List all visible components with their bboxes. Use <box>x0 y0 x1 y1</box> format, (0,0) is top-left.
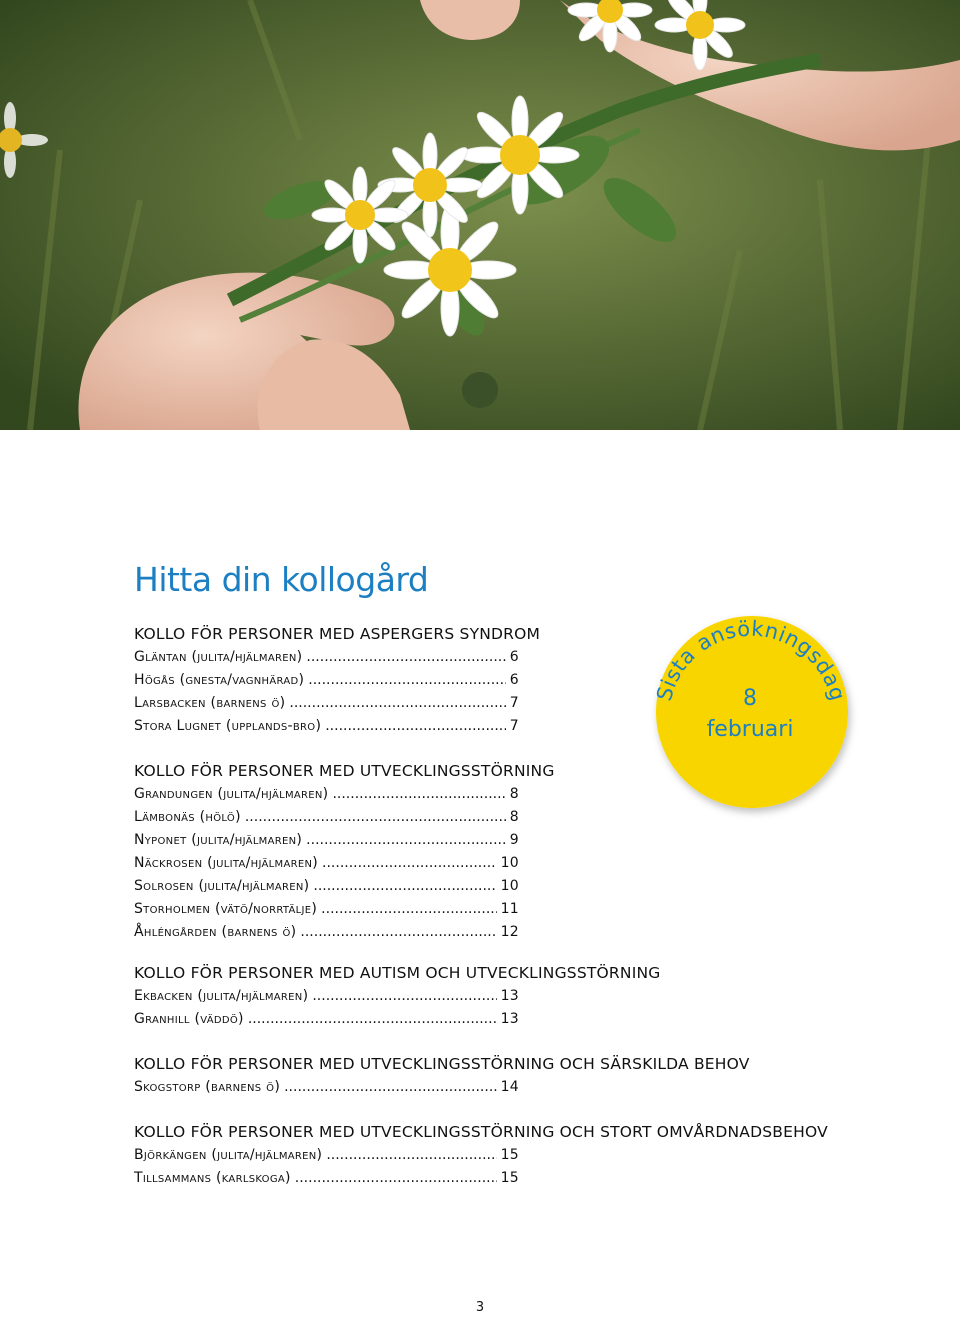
deadline-month: februari <box>706 717 794 742</box>
entry-name: Grandungen (julita/hjälmaren) <box>134 786 329 802</box>
deadline-arc-text: Sista ansökningsdag <box>651 616 851 704</box>
toc-entry[interactable] <box>134 1076 519 1099</box>
entry-name: Larsbacken (barnens ö) <box>134 695 286 711</box>
dot-leader <box>321 898 496 921</box>
toc-entry[interactable] <box>134 898 519 921</box>
toc-entry[interactable] <box>134 1144 519 1167</box>
toc-section <box>134 622 540 738</box>
entry-page: 7 <box>509 718 519 734</box>
entry-name: Gläntan (julita/hjälmaren) <box>134 649 303 665</box>
toc-section <box>134 961 660 1031</box>
toc-entry[interactable] <box>134 806 519 829</box>
entry-name: Stora Lugnet (upplands-bro) <box>134 718 322 734</box>
dot-leader <box>322 852 497 875</box>
toc-entry[interactable] <box>134 669 519 692</box>
entry-page: 6 <box>509 672 519 688</box>
section-heading: KOLLO FÖR PERSONER MED UTVECKLINGSSTÖRNING OCH STORT OMVÅRDNADSBEHOV <box>134 1123 828 1141</box>
entry-name: Nyponet (julita/hjälmaren) <box>134 832 303 848</box>
dot-leader <box>300 921 496 944</box>
entry-name: Åhléngården (barnens ö) <box>134 924 297 940</box>
toc-entry[interactable] <box>134 715 519 738</box>
section-heading: KOLLO FÖR PERSONER MED ASPERGERS SYNDROM <box>134 625 541 643</box>
toc-entry[interactable] <box>134 921 519 944</box>
dot-leader <box>284 1076 496 1099</box>
entry-page: 8 <box>509 809 519 825</box>
entry-page: 13 <box>500 1011 519 1027</box>
hero-photo <box>0 0 960 430</box>
entry-page: 7 <box>509 695 519 711</box>
dot-leader <box>312 985 496 1008</box>
toc-entry[interactable] <box>134 852 519 875</box>
entry-page: 6 <box>509 649 519 665</box>
entry-name: Ekbacken (julita/hjälmaren) <box>134 988 309 1004</box>
dot-leader <box>332 783 505 806</box>
entry-page: 13 <box>500 988 519 1004</box>
deadline-badge <box>640 610 860 830</box>
dot-leader <box>289 692 505 715</box>
toc-entry[interactable] <box>134 1167 519 1190</box>
section-heading: KOLLO FÖR PERSONER MED UTVECKLINGSSTÖRNING OCH SÄRSKILDA BEHOV <box>134 1055 750 1073</box>
toc-entry[interactable] <box>134 646 519 669</box>
page-title: Hitta din kollogård <box>134 560 429 599</box>
dot-leader <box>325 715 506 738</box>
toc-entry[interactable] <box>134 985 519 1008</box>
dot-leader <box>306 646 505 669</box>
dot-leader <box>326 1144 496 1167</box>
entry-name: Näckrosen (julita/hjälmaren) <box>134 855 319 871</box>
entry-page: 9 <box>509 832 519 848</box>
toc-section <box>134 1052 750 1099</box>
entry-name: Skogstorp (barnens ö) <box>134 1079 281 1095</box>
entry-name: Granhill (väddö) <box>134 1011 244 1027</box>
dot-leader <box>306 829 506 852</box>
entry-name: Lämbonäs (hölö) <box>134 809 241 825</box>
toc-entry[interactable] <box>134 1008 519 1031</box>
entry-name: Tillsammans (karlskoga) <box>134 1170 291 1186</box>
entry-page: 8 <box>509 786 519 802</box>
entry-page: 14 <box>500 1079 519 1095</box>
deadline-day: 8 <box>743 686 757 711</box>
entry-page: 12 <box>500 924 519 940</box>
toc-entry[interactable] <box>134 829 519 852</box>
entry-name: Högås (gnesta/vagnhärad) <box>134 672 305 688</box>
dot-leader <box>295 1167 497 1190</box>
entry-page: 11 <box>500 901 519 917</box>
dot-leader <box>248 1008 497 1031</box>
dot-leader <box>245 806 506 829</box>
entry-page: 15 <box>500 1170 519 1186</box>
entry-name: Solrosen (julita/hjälmaren) <box>134 878 310 894</box>
toc-entry[interactable] <box>134 692 519 715</box>
entry-name: Björkängen (julita/hjälmaren) <box>134 1147 323 1163</box>
toc-section <box>134 1120 828 1190</box>
section-heading: KOLLO FÖR PERSONER MED AUTISM OCH UTVECKLINGSSTÖRNING <box>134 964 661 982</box>
dot-leader <box>308 669 506 692</box>
section-heading: KOLLO FÖR PERSONER MED UTVECKLINGSSTÖRNING <box>134 762 555 780</box>
entry-page: 15 <box>500 1147 519 1163</box>
toc-entry[interactable] <box>134 875 519 898</box>
page-number: 3 <box>475 1300 485 1315</box>
entry-name: Storholmen (vätö/norrtälje) <box>134 901 318 917</box>
toc-entry[interactable] <box>134 783 519 806</box>
dot-leader <box>313 875 496 898</box>
entry-page: 10 <box>500 855 519 871</box>
entry-page: 10 <box>500 878 519 894</box>
toc-section <box>134 759 555 944</box>
